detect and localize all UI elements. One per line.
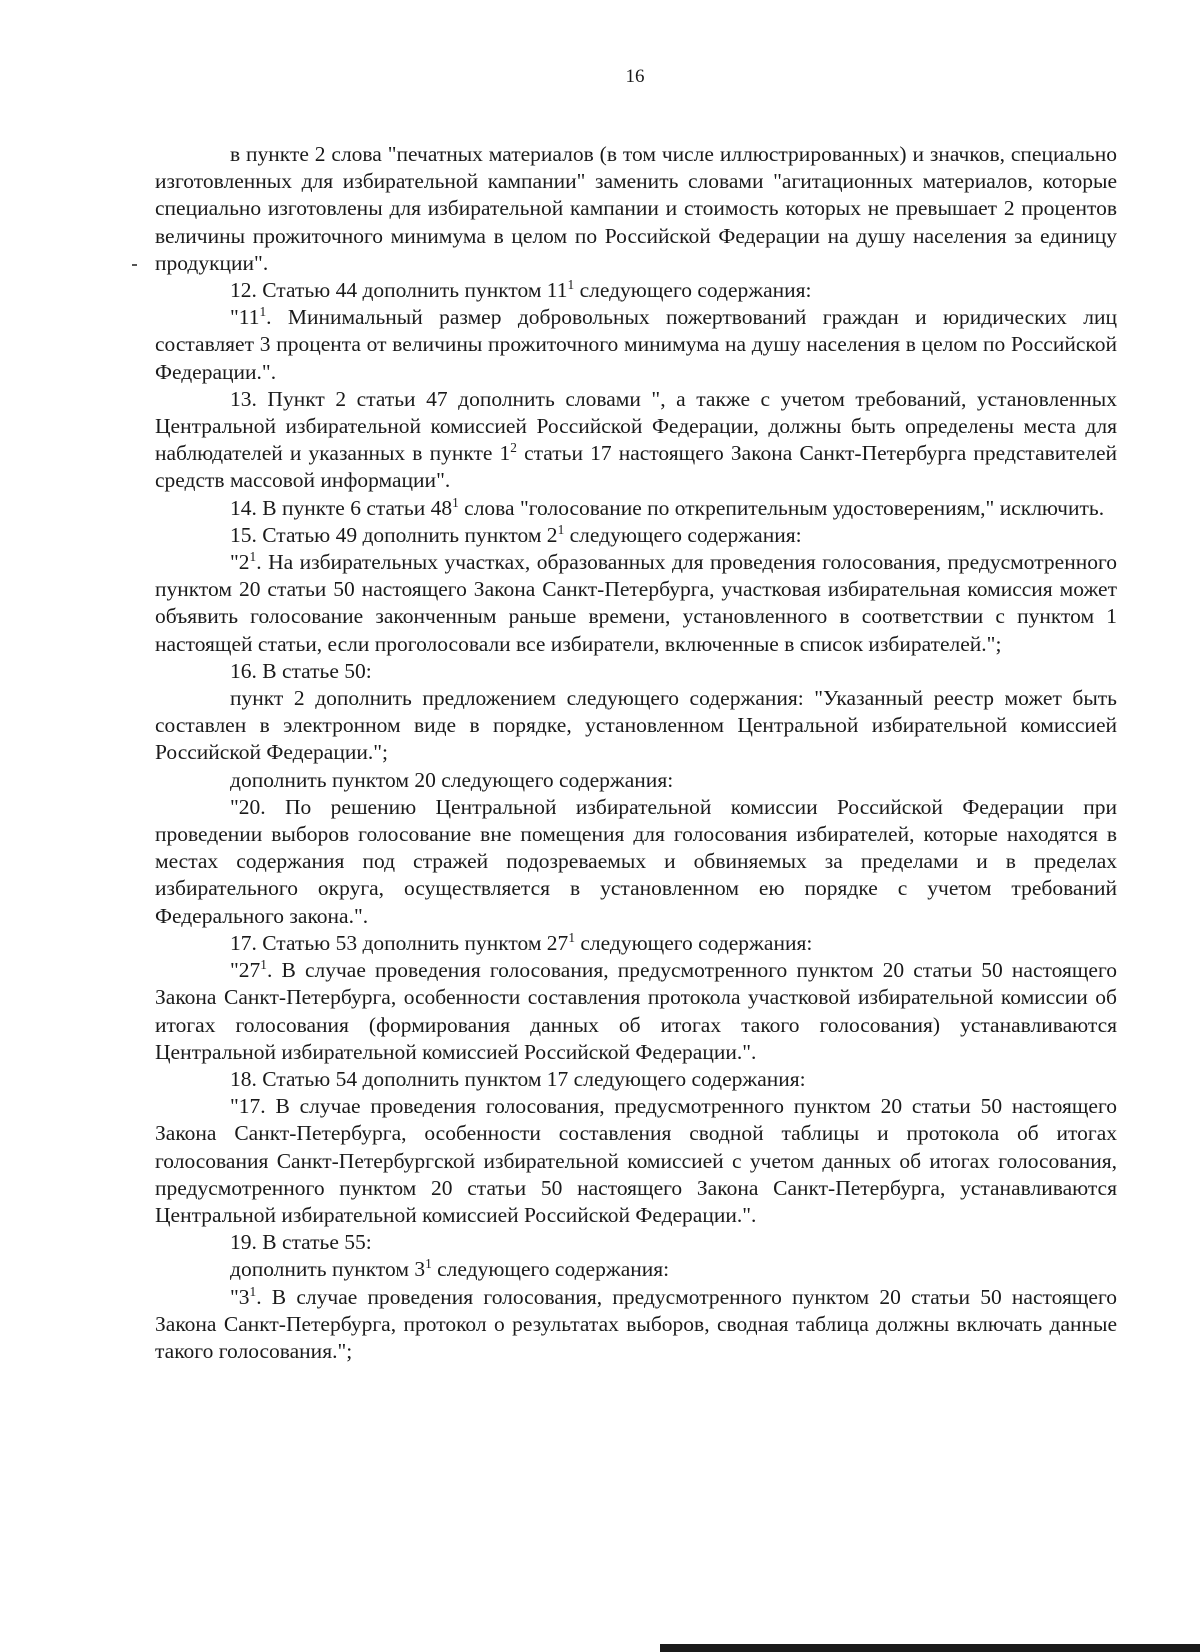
paragraph: 15. Статью 49 дополнить пунктом $2^1$ следующего содержания: <box>230 521 802 547</box>
paragraph: "$11^1$. Минимальный размер добровольных пожертвований граждан и юридических лиц составляет 3 процента от величины прожиточного минимума на душу населения в целом по Российской Федерации.". <box>155 304 1117 384</box>
paragraph: дополнить пунктом $3^1$ следующего содержания: <box>230 1256 670 1282</box>
paragraph: "17. В случае проведения голосования, предусмотренного пунктом 20 статьи 50 настоящего Закона Санкт-Петербурга, особенности составления сводной таблицы и протокола об итогах голосования Санкт-Петербургской избирательной комиссией с учетом данных об итогах голосования, предусмотренного пунктом 20 статьи 50 настоящего Закона Санкт-Петербурга, устанавливаются Центральной избирательной комиссией Российской Федерации.". <box>155 1094 1117 1227</box>
paragraph: "$27^1$. В случае проведения голосования, предусмотренного пунктом 20 статьи 50 настоящего Закона Санкт-Петербурга, особенности составления протокола участковой избирательной комиссии об итогах голосования (формирования данных об итогах такого голосования) устанавливаются Центральной избирательной комиссией Российской Федерации.". <box>155 956 1117 1064</box>
paragraph: 19. В статье 55: <box>230 1230 372 1255</box>
paragraph: "$3^1$. В случае проведения голосования, предусмотренного пунктом 20 статьи 50 настоящего Закона Санкт-Петербурга, протокол о результатах выборов, сводная таблица должны включать данные такого голосования."; <box>155 1283 1117 1363</box>
paragraph: 14. В пункте 6 статьи $48^1$ слова "голосование по открепительным удостоверениям," исключить. <box>230 494 1105 520</box>
paragraph: 13. Пункт 2 статьи 47 дополнить словами ", а также с учетом требований, установленных Центральной избирательной комиссией Российской Федерации, должны быть определены места для наблюдателей и указанных в пункте $1^2$ статьи 17 настоящего Закона Санкт-Петербурга представителей средств массовой информации". <box>155 386 1118 493</box>
margin-mark <box>132 264 137 266</box>
paragraph: 17. Статью 53 дополнить пунктом $27^1$ следующего содержания: <box>230 929 813 955</box>
paragraph: пункт 2 дополнить предложением следующего содержания: "Указанный реестр может быть составлен в электронном виде в порядке, установленном Центральной избирательной комиссией Российской Федерации."; <box>155 686 1117 765</box>
paragraph: в пункте 2 слова "печатных материалов (в том числе иллюстрированных) и значков, специально изготовленных для избирательной кампании" заменить словами "агитационных материалов, которые специально изготовлены для избирательной кампании и стоимость которых не превышает 2 процентов величины прожиточного минимума в целом по Российской Федерации на душу населения за единицу продукции". <box>155 142 1117 275</box>
page-number: 16 <box>625 66 645 87</box>
paragraph: 12. Статью 44 дополнить пунктом $11^1$ следующего содержания: <box>230 276 812 303</box>
paragraph: 16. В статье 50: <box>230 658 372 683</box>
document-body <box>155 141 1117 1365</box>
paragraph: дополнить пунктом 20 следующего содержания: <box>230 767 674 792</box>
paragraph: "20. По решению Центральной избирательной комиссии Российской Федерации при проведении выборов голосование вне помещения для голосования избирателей, которые находятся в местах содержания под стражей подозреваемых и обвиняемых за пределами и в пределах избирательного округа, осуществляется в установленном ею порядке с учетом требований Федерального закона.". <box>155 794 1117 928</box>
bottom-scan-edge <box>660 1644 1200 1652</box>
paragraph: 18. Статью 54 дополнить пунктом 17 следующего содержания: <box>230 1066 806 1091</box>
paragraph: "$2^1$. На избирательных участках, образованных для проведения голосования, предусмотренного пунктом 20 статьи 50 настоящего Закона Санкт-Петербурга, участковая избирательная комиссия может объявить голосование законченным раньше времени, установленного в соответствии с пунктом 1 настоящей статьи, если проголосовали все избиратели, включенные в список избирателей."; <box>155 548 1117 656</box>
